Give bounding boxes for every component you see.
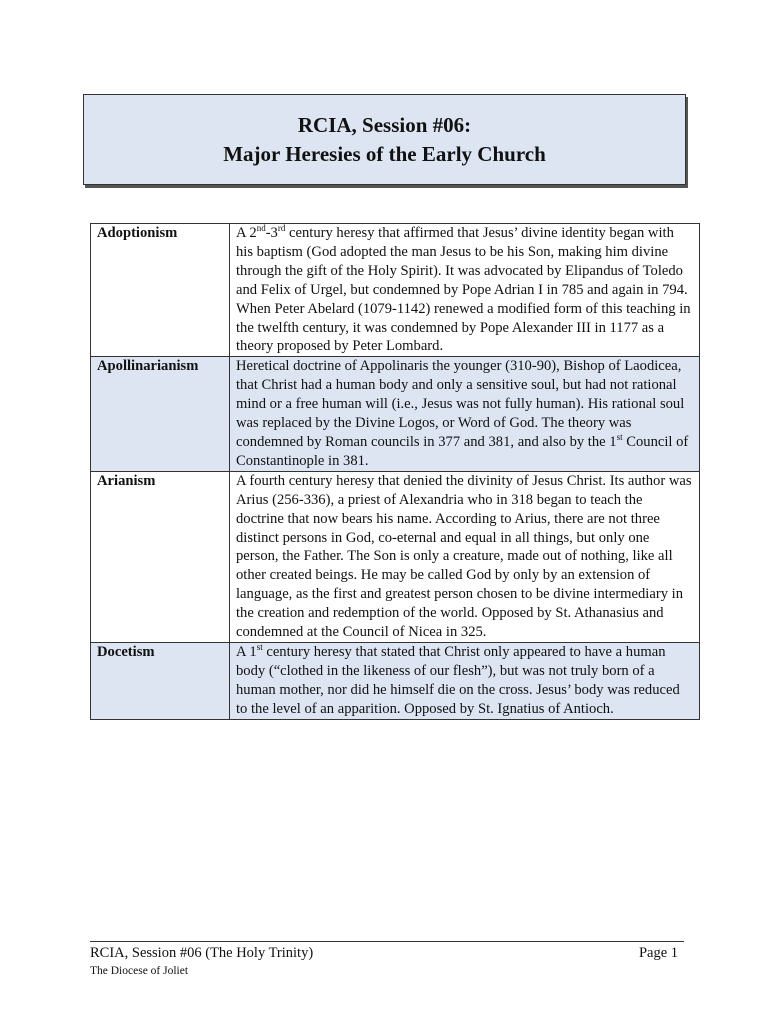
heresy-definition: A fourth century heresy that denied the divinity of Jesus Christ. Its author was Arius (256-336), a priest of Alexandria who in 318 began to teach the doctrine that now bears his name. According to Arius, there are not three distinct persons in God, co-eternal and equal in all things, but only one person, the Father. The Son is only a creature, made out of nothing, like all other created beings. He may be called God by only by an extension of language, as the first and greatest person chosen to be divine intermediary in the creation and redemption of the world. Opposed by St. Athanasius and condemned at the Council of Nicea in 325.	[230, 471, 700, 642]
heresy-term: Docetism	[91, 642, 230, 719]
heresies-table	[90, 223, 700, 720]
heresy-definition: A 2nd-3rd century heresy that affirmed that Jesus’ divine identity began with his baptism (God adopted the man Jesus to be his Son, making him divine through the gift of the Holy Spirit). It was advocated by Elipandus of Toledo and Felix of Urgel, but condemned by Pope Adrian I in 785 and again in 794. When Peter Abelard (1079-1142) renewed a modified form of this teaching in the twelfth century, it was condemned by Pope Alexander III in 1177 as a theory proposed by Peter Lombard.	[230, 224, 700, 357]
document-title-line2: Major Heresies of the Early Church	[223, 141, 546, 166]
document-title-line1: RCIA, Session #06:	[297, 112, 472, 137]
heresy-term: Adoptionism	[91, 224, 230, 357]
table-row	[91, 471, 700, 642]
heresy-term: Arianism	[91, 471, 230, 642]
footer-divider	[90, 941, 684, 942]
heresy-term: Apollinarianism	[91, 357, 230, 471]
table-row	[91, 642, 700, 719]
footer-session-title: RCIA, Session #06 (The Holy Trinity)	[90, 945, 314, 961]
heresies-table-body	[91, 224, 700, 720]
heresy-definition: Heretical doctrine of Appolinaris the younger (310-90), Bishop of Laodicea, that Christ had a human body and only a sensitive soul, but had not rational mind or a free human will (i.e., Jesus was not fully human). His rational soul was replaced by the Divine Logos, or Word of God. The theory was condemned by Roman councils in 377 and 381, and also by the 1st Council of Constantinople in 381.	[230, 357, 700, 471]
footer-organization: The Diocese of Joliet	[90, 965, 189, 977]
heresy-definition: A 1st century heresy that stated that Christ only appeared to have a human body (“clothed in the likeness of our flesh”), but was not truly born of a human mother, nor did he himself die on the cross. Jesus’ body was reduced to the level of an apparition. Opposed by St. Ignatius of Antioch.	[230, 642, 700, 719]
footer-page-number: Page 1	[638, 945, 678, 961]
title-box	[83, 94, 686, 185]
table-row	[91, 357, 700, 471]
table-row	[91, 224, 700, 357]
